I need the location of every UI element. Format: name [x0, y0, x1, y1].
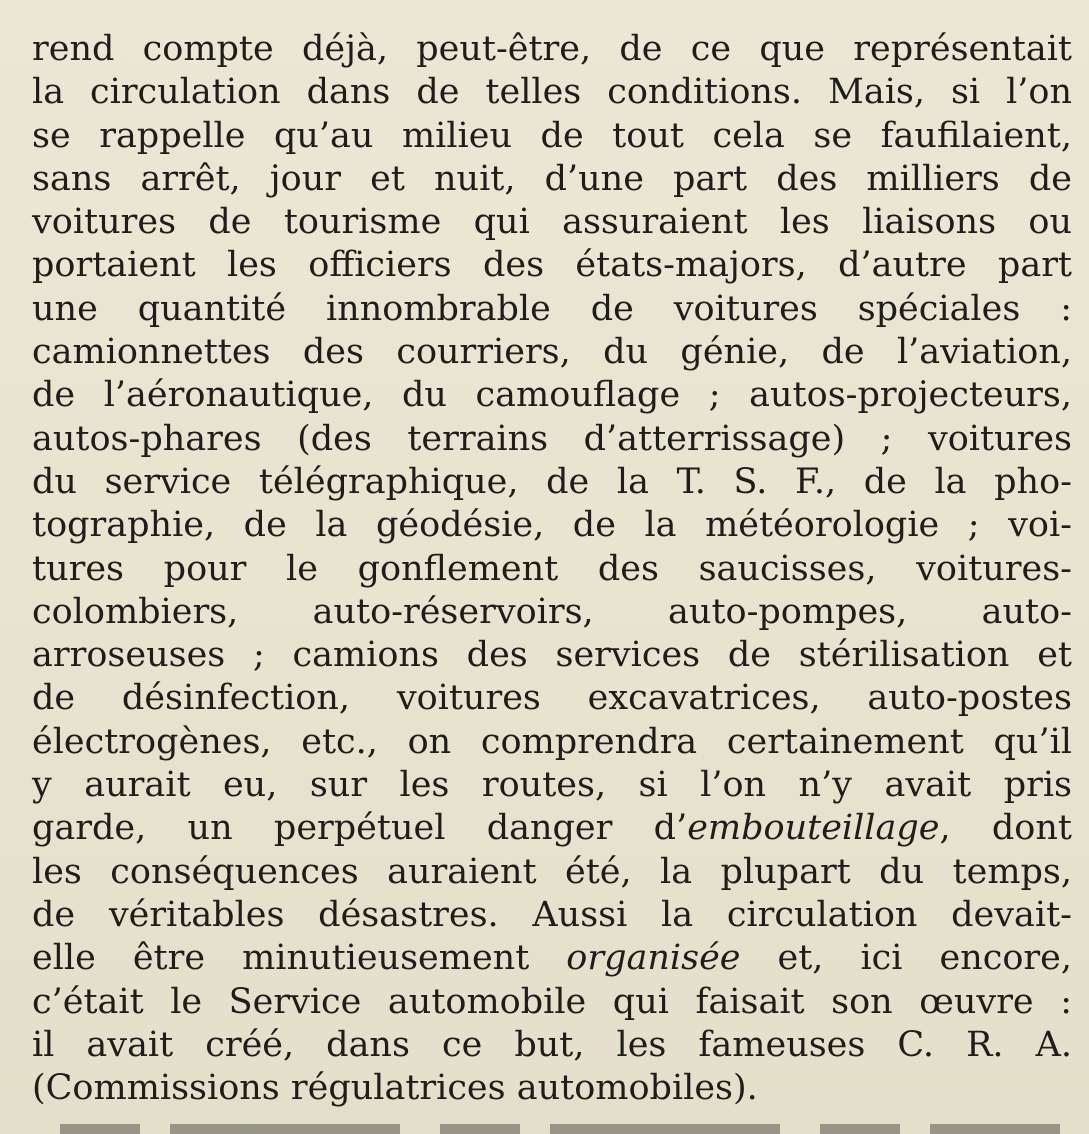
text-line-20: les conséquences auraient été, la plupart du temps,: [32, 851, 1072, 892]
text-line-9: de l’aéronautique, du camouflage ; autos-projecteurs,: [32, 375, 1072, 416]
text-line-18: y aurait eu, sur les routes, si l’on n’y avait pris: [32, 765, 1072, 806]
text-line-14: colombiers, auto-réservoirs, auto-pompes, auto-: [32, 591, 1072, 632]
text-line-3: se rappelle qu’au milieu de tout cela se faufilaient,: [32, 115, 1072, 156]
text-line-19-start: garde, un perpétuel danger d’: [32, 808, 688, 849]
text-line-22-start: elle être minutieusement: [32, 938, 567, 979]
text-line-7: une quantité innombrable de voitures spéciales :: [32, 288, 1072, 329]
text-line-10: autos-phares (des terrains d’atterrissage) ; voitures: [32, 418, 1072, 459]
text-line-4: sans arrêt, jour et nuit, d’une part des milliers de: [32, 158, 1072, 199]
text-line-25: (Commissions régulatrices automobiles).: [32, 1068, 758, 1109]
text-line-16: de désinfection, voitures excavatrices, auto-postes: [32, 678, 1072, 719]
text-line-19: [32, 807, 1072, 850]
text-line-13: tures pour le gonflement des saucisses, voitures-: [32, 548, 1072, 589]
next-line-fragment: [60, 1124, 1060, 1134]
text-line-17: électrogènes, etc., on comprendra certainement qu’il: [32, 721, 1072, 762]
text-line-15: arroseuses ; camions des services de stérilisation et: [32, 635, 1072, 676]
text-line-23: c’était le Service automobile qui faisait son œuvre :: [32, 981, 1072, 1022]
text-line-22: [32, 937, 1072, 980]
text-line-19-end: , dont: [939, 808, 1072, 849]
body-text: [32, 28, 1072, 1110]
text-line-12: tographie, de la géodésie, de la météorologie ; voi-: [32, 505, 1072, 546]
text-line-8: camionnettes des courriers, du génie, de l’aviation,: [32, 332, 1072, 373]
text-line-22-end: et, ici encore,: [740, 938, 1072, 979]
text-line-2: la circulation dans de telles conditions. Mais, si l’on: [32, 72, 1072, 113]
italic-word-embouteillage: embouteillage: [687, 808, 940, 849]
text-line-6: portaient les officiers des états-majors, d’autre part: [32, 245, 1072, 286]
text-line-24: il avait créé, dans ce but, les fameuses C. R. A.: [32, 1024, 1072, 1065]
text-line-5: voitures de tourisme qui assuraient les liaisons ou: [32, 202, 1072, 243]
italic-word-organisee: organisée: [566, 938, 741, 979]
text-line-21: de véritables désastres. Aussi la circulation devait-: [32, 894, 1072, 935]
text-line-1: rend compte déjà, peut-être, de ce que représentait: [32, 29, 1072, 69]
text-line-11: du service télégraphique, de la T. S. F., de la pho-: [32, 461, 1072, 502]
